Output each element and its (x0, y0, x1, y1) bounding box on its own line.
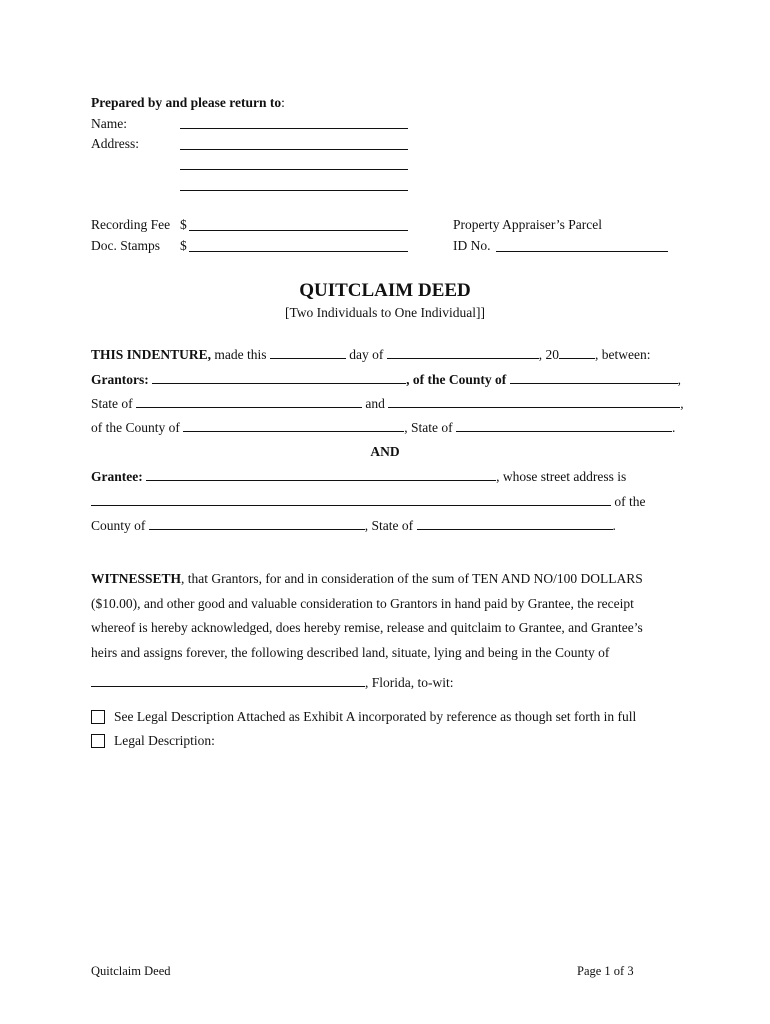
of-the-text: of the (611, 494, 646, 509)
id-label: ID No. (453, 238, 491, 253)
name-field[interactable] (180, 128, 408, 129)
indenture-line-4 (91, 419, 675, 436)
and-text: and (362, 396, 389, 411)
legal-description-label: Legal Description: (114, 733, 215, 748)
grantee-county-field[interactable] (149, 517, 365, 530)
second-grantor-state-field[interactable] (456, 419, 672, 432)
state-of-text: , State of (404, 420, 456, 435)
address-field-2[interactable] (180, 169, 408, 170)
land-county-field[interactable] (91, 674, 365, 687)
county-of-text: County of (91, 518, 149, 533)
exhibit-a-label: See Legal Description Attached as Exhibit A incorporated by reference as though set forth in full (114, 709, 637, 724)
indenture-lead: THIS INDENTURE, (91, 347, 212, 362)
grantors-county-field[interactable] (510, 371, 678, 384)
grantors-label: Grantors: (91, 372, 149, 387)
address-field-1[interactable] (180, 149, 408, 150)
period: . (612, 518, 616, 533)
grantee-address-field[interactable] (91, 493, 611, 506)
witness-line-2: ($10.00), and other good and valuable consideration to Grantors in hand paid by Grantee, the receipt (91, 596, 634, 611)
page-number: Page 1 of 3 (577, 964, 634, 978)
footer-title: Quitclaim Deed (91, 964, 171, 978)
address-label: Address: (91, 136, 139, 151)
prepared-colon: : (281, 95, 285, 110)
grantee-state-field[interactable] (417, 517, 613, 530)
made-this-text: made this (211, 347, 270, 362)
witness-text-1: , that Grantors, for and in consideration of the sum of TEN AND NO/100 DOLLARS (181, 571, 643, 586)
document-subtitle: [Two Individuals to One Individual]] (284, 305, 485, 320)
day-of-text: day of (345, 347, 387, 362)
document-title: QUITCLAIM DEED (299, 280, 471, 301)
recording-fee-dollar: $ (180, 217, 187, 232)
year-field[interactable] (559, 346, 595, 359)
prepared-by-heading (91, 95, 285, 111)
recording-fee-field[interactable] (189, 230, 408, 231)
legal-description-checkbox[interactable] (91, 734, 105, 748)
witness-line-5 (91, 674, 454, 691)
witness-lead: WITNESSETH (91, 571, 182, 586)
grantee-line-2 (91, 493, 646, 510)
parcel-id-field[interactable] (496, 251, 668, 252)
parcel-label: Property Appraiser’s Parcel (453, 217, 602, 232)
and-heading: AND (370, 444, 400, 459)
address-field-3[interactable] (180, 190, 408, 191)
comma: , (680, 396, 684, 411)
month-field[interactable] (387, 346, 539, 359)
period: . (672, 420, 676, 435)
second-grantor-county-field[interactable] (183, 419, 404, 432)
exhibit-a-checkbox[interactable] (91, 710, 105, 724)
doc-stamps-field[interactable] (189, 251, 408, 252)
indenture-line-3 (91, 395, 684, 412)
grantors-field[interactable] (152, 371, 406, 384)
indenture-line-2 (91, 371, 681, 388)
state-of-text: , State of (364, 518, 417, 533)
doc-stamps-dollar: $ (180, 238, 187, 253)
grantee-line-1 (91, 468, 626, 485)
of-the-county-text: of the County of (91, 420, 184, 435)
florida-text: , Florida, to-wit: (365, 675, 454, 690)
second-grantor-field[interactable] (388, 395, 680, 408)
prepared-label: Prepared by and please return to (91, 95, 282, 110)
state-of-text: State of (91, 396, 136, 411)
indenture-line-1 (91, 346, 651, 363)
witness-line-4: heirs and assigns forever, the following described land, situate, lying and being in the County of (91, 645, 610, 660)
witness-line-1 (91, 571, 643, 587)
recording-fee-label: Recording Fee (91, 217, 171, 232)
witness-line-3: whereof is hereby acknowledged, does hereby remise, release and quitclaim to Grantee, and Grantee’s (91, 620, 643, 635)
grantors-county-text: , of the County of (406, 372, 510, 387)
grantee-field[interactable] (146, 468, 496, 481)
grantor-state-field[interactable] (136, 395, 362, 408)
twenty-text: , 20 (538, 347, 560, 362)
between-text: , between: (595, 347, 651, 362)
whose-street-text: , whose street address is (496, 469, 627, 484)
name-label: Name: (91, 116, 127, 131)
day-field[interactable] (270, 346, 346, 359)
comma: , (677, 372, 681, 387)
grantee-line-3 (91, 517, 616, 534)
doc-stamps-label: Doc. Stamps (91, 238, 160, 253)
grantee-label: Grantee: (91, 469, 143, 484)
